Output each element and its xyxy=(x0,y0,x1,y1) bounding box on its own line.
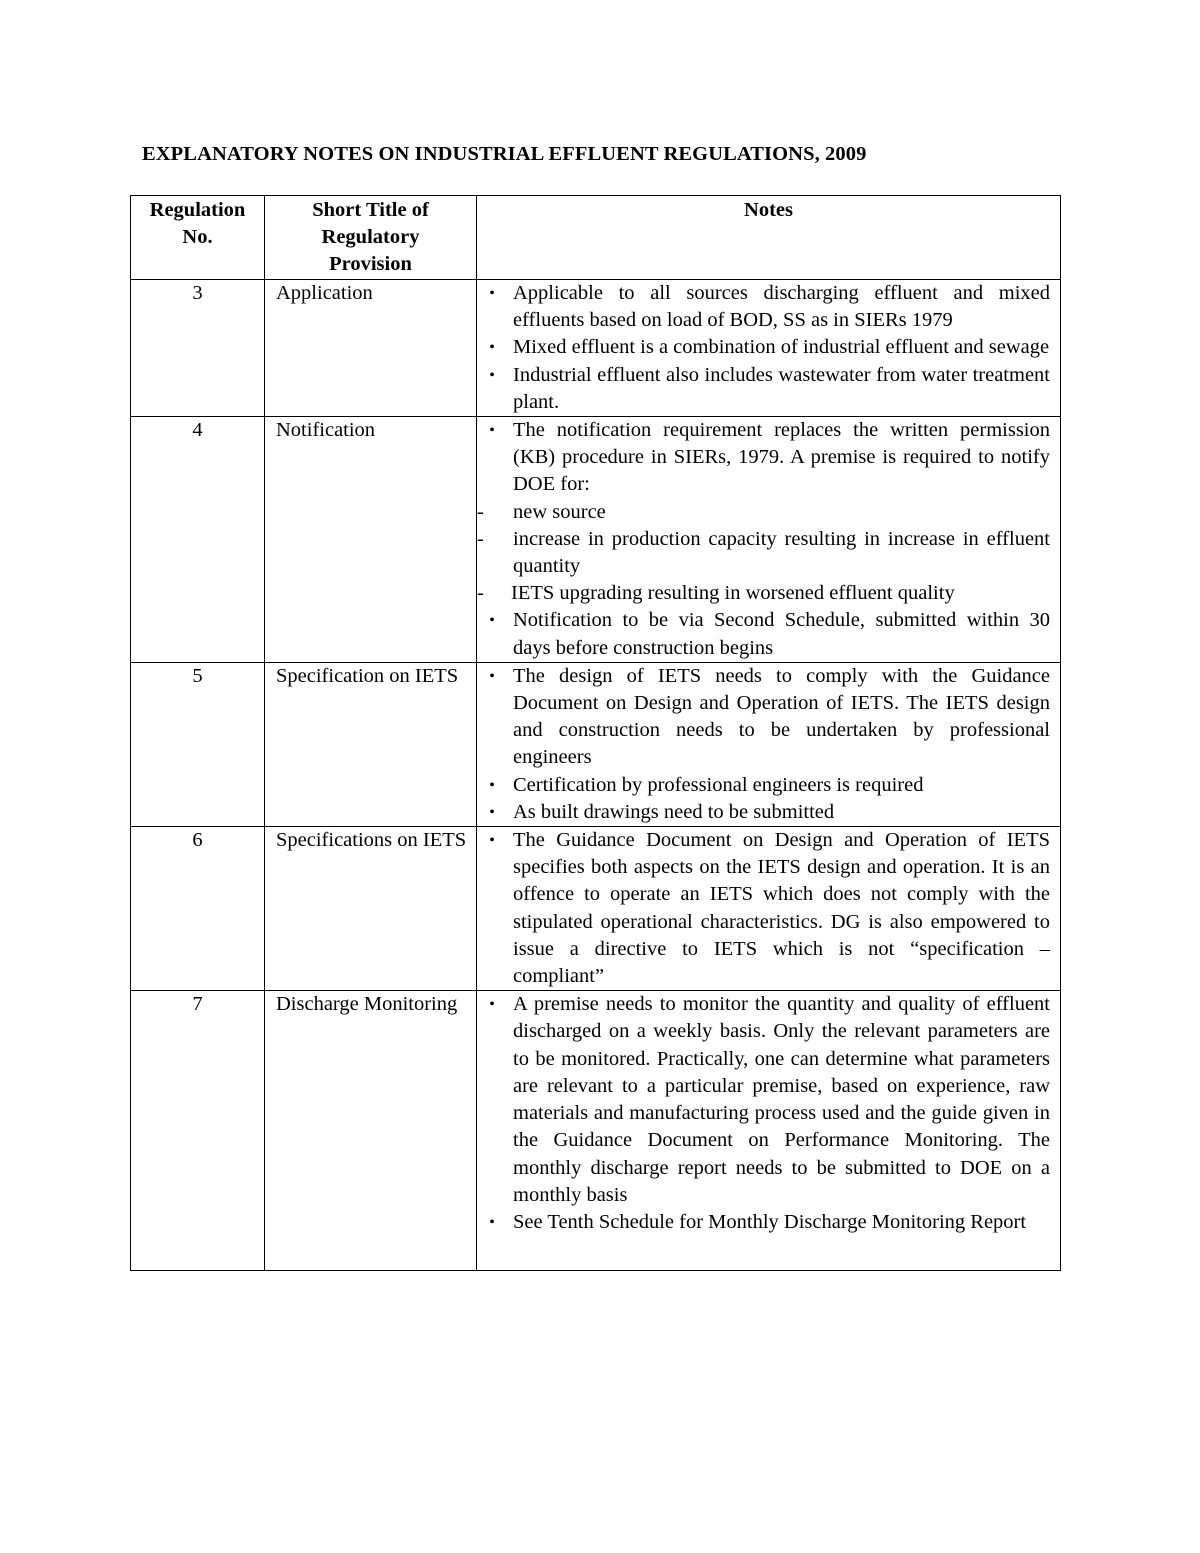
regulations-table xyxy=(130,195,1061,1271)
table-row xyxy=(131,991,1061,1271)
regulation-title: Specifications on IETS xyxy=(265,827,477,991)
table-header-row xyxy=(131,196,1061,280)
bullet-icon: • xyxy=(489,612,495,630)
header-notes: Notes xyxy=(477,196,1061,280)
regulation-title: Application xyxy=(265,280,477,417)
note-item: • Certification by professional engineers is required xyxy=(477,772,1050,799)
regulation-notes xyxy=(477,991,1061,1271)
regulation-number: 5 xyxy=(131,662,265,826)
regulation-number: 4 xyxy=(131,417,265,663)
bullet-icon: • xyxy=(489,339,495,357)
bullet-icon: • xyxy=(489,1213,495,1231)
note-item: • The Guidance Document on Design and Operation of IETS specifies both aspects on the IETS design and operation. It is an offence to operate an IETS which does not comply with the stipulated operational characteristics. DG is also empowered to issue a directive to IETS which is not “specification – compliant” xyxy=(477,827,1050,990)
note-item: • Mixed effluent is a combination of industrial effluent and sewage xyxy=(477,334,1050,361)
dash-icon: - xyxy=(477,582,484,605)
header-short-title: Short Title of Regulatory Provision xyxy=(265,196,477,280)
sub-note-item: - IETS upgrading resulting in worsened effluent quality xyxy=(477,580,1050,607)
regulation-notes xyxy=(477,280,1061,417)
bullet-icon: • xyxy=(489,996,495,1014)
header-regulation-no: Regulation No. xyxy=(131,196,265,280)
page-title: EXPLANATORY NOTES ON INDUSTRIAL EFFLUENT REGULATIONS, 2009 xyxy=(142,143,867,165)
sub-note-item: - increase in production capacity resulting in increase in effluent quantity xyxy=(477,527,1050,578)
regulation-notes xyxy=(477,417,1061,663)
bullet-icon: • xyxy=(489,366,495,384)
note-item: • The notification requirement replaces the written permission (KB) procedure in SIERs, 1979. A premise is required to notify DOE for: - new source - increase in production capacity resulting in increase in effluent quantity - IETS upgrading resulting in worsened effluent quality xyxy=(477,417,1050,607)
note-item: • The design of IETS needs to comply with the Guidance Document on Design and Operation of IETS. The IETS design and construction needs to be undertaken by professional engineers xyxy=(477,663,1050,772)
regulation-notes xyxy=(477,827,1061,991)
note-item: • See Tenth Schedule for Monthly Discharge Monitoring Report xyxy=(477,1209,1050,1236)
note-item: • Applicable to all sources discharging effluent and mixed effluents based on load of BOD, SS as in SIERs 1979 xyxy=(477,280,1050,334)
regulation-notes xyxy=(477,662,1061,826)
table-row xyxy=(131,280,1061,417)
bullet-icon: • xyxy=(489,667,495,685)
sub-note-item: - new source xyxy=(477,499,1050,526)
bullet-icon: • xyxy=(489,422,495,440)
regulation-title: Notification xyxy=(265,417,477,663)
regulation-number: 6 xyxy=(131,827,265,991)
bullet-icon: • xyxy=(489,285,495,302)
regulation-number: 7 xyxy=(131,991,265,1271)
bullet-icon: • xyxy=(489,776,495,794)
note-item: • Notification to be via Second Schedule, submitted within 30 days before construction begins xyxy=(477,607,1050,661)
note-item: • As built drawings need to be submitted xyxy=(477,799,1050,826)
bullet-icon: • xyxy=(489,832,495,850)
table-row xyxy=(131,417,1061,663)
regulation-number: 3 xyxy=(131,280,265,417)
regulation-title: Specification on IETS xyxy=(265,662,477,826)
note-item: • A premise needs to monitor the quantity and quality of effluent discharged on a weekly basis. Only the relevant parameters are to be monitored. Practically, one can determine what parameters are relevant to a particular premise, based on experience, raw materials and manufacturing process used and the guide given in the Guidance Document on Performance Monitoring. The monthly discharge report needs to be submitted to DOE on a monthly basis xyxy=(477,991,1050,1209)
dash-icon: - xyxy=(477,527,484,550)
table-row xyxy=(131,662,1061,826)
table-row xyxy=(131,827,1061,991)
regulation-title: Discharge Monitoring xyxy=(265,991,477,1271)
bullet-icon: • xyxy=(489,803,495,821)
dash-icon: - xyxy=(477,500,484,523)
note-item: • Industrial effluent also includes wastewater from water treatment plant. xyxy=(477,362,1050,416)
